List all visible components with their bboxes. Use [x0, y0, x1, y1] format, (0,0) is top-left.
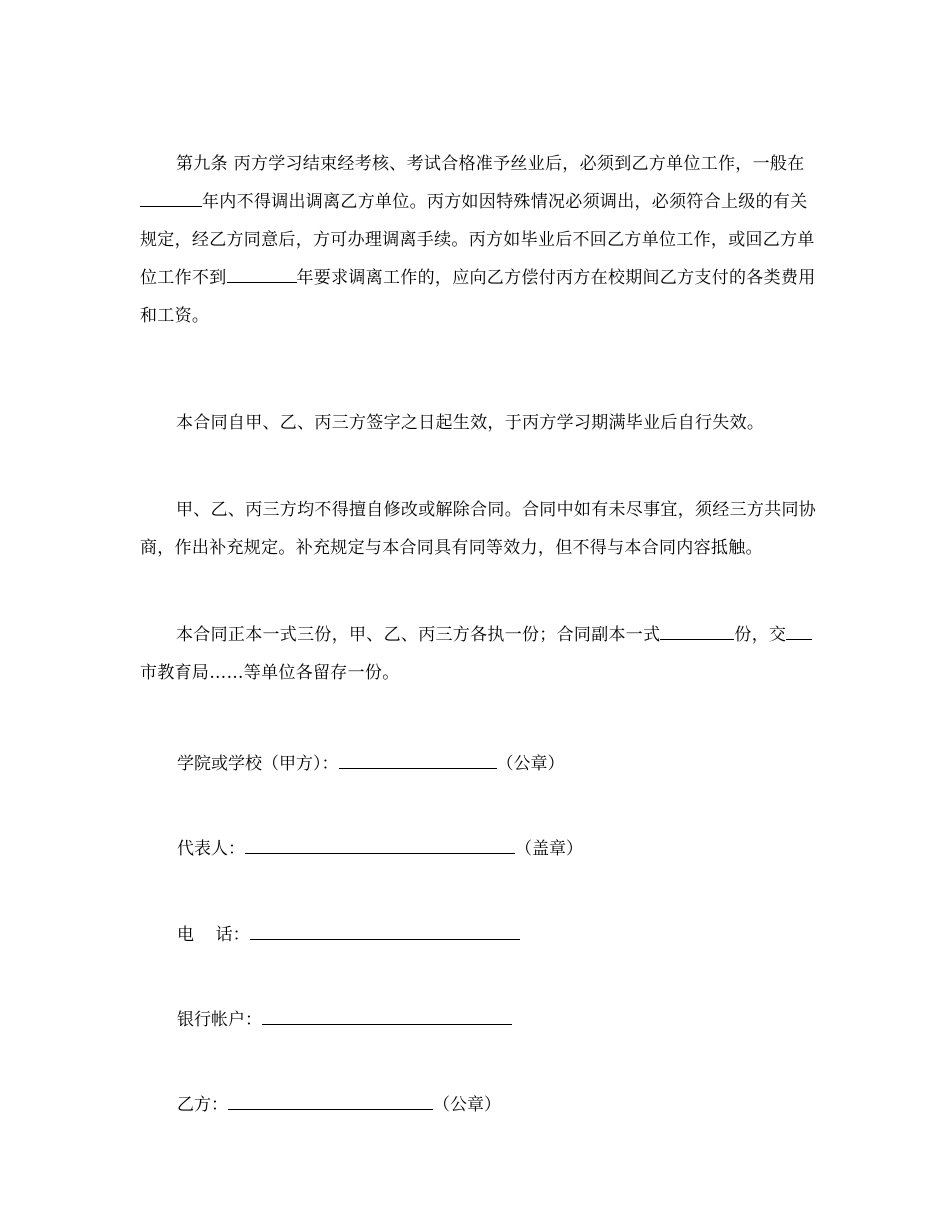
phone-line — [250, 921, 520, 940]
blank-years-no-transfer — [140, 188, 202, 207]
no-modification-clause: 甲、乙、丙三方均不得擅自修改或解除合同。合同中如有未尽事宜，须经三方共同协商，作出补充规定。补充规定与本合同具有同等效力，但不得与本合同内容抵触。 — [140, 500, 817, 558]
school-signature-row — [177, 750, 565, 776]
party-b-signature-line — [228, 1091, 433, 1110]
representative-seal-note: （盖章） — [515, 839, 583, 859]
blank-city — [786, 621, 812, 640]
article-9-text-1: 第九条 丙方学习结束经考核、考试合格准予丝业后，必须到乙方单位工作，一般在 — [176, 154, 805, 174]
bank-account-line — [262, 1006, 512, 1025]
copies-clause — [140, 616, 820, 692]
blank-copy-count — [660, 621, 734, 640]
representative-label: 代表人： — [177, 839, 245, 859]
article-9-paragraph — [140, 145, 820, 335]
phone-row — [177, 921, 520, 947]
school-signature-line — [339, 750, 497, 769]
school-label: 学院或学校（甲方）： — [177, 754, 339, 774]
copies-text-3: 市教育局……等单位各留存一份。 — [140, 663, 400, 683]
school-seal-note: （公章） — [496, 754, 565, 774]
effective-clause: 本合同自甲、乙、丙三方签字之日起生效，于丙方学习期满毕业后自行失效。 — [176, 413, 765, 433]
representative-signature-line — [245, 835, 515, 854]
article-9-text-2: 年内不得调出调离乙方单位。丙方如因特殊情况必须调出，必须符合上级的有关规定，经乙方同意后，方可办理调离手续。丙方如毕业后不回乙方单位工作，或回乙方单位工作不到 — [140, 192, 815, 288]
party-b-seal-note: （公章） — [433, 1095, 501, 1115]
party-b-signature-row — [177, 1091, 501, 1117]
copies-text-1: 本合同正本一式三份，甲、乙、丙三方各执一份；合同副本一式 — [176, 625, 661, 645]
phone-label: 电 话： — [177, 925, 250, 945]
bank-account-label: 银行帐户： — [177, 1010, 262, 1030]
article-9-text-3: 年要求调离工作的，应向乙方偿付丙方在校期间乙方支付的各类费用和工资。 — [140, 268, 816, 326]
bank-account-row — [177, 1006, 512, 1032]
copies-text-2: 份，交 — [734, 625, 787, 645]
representative-signature-row — [177, 835, 583, 861]
party-b-label: 乙方： — [177, 1095, 228, 1115]
blank-years-minimum-service — [227, 264, 297, 283]
